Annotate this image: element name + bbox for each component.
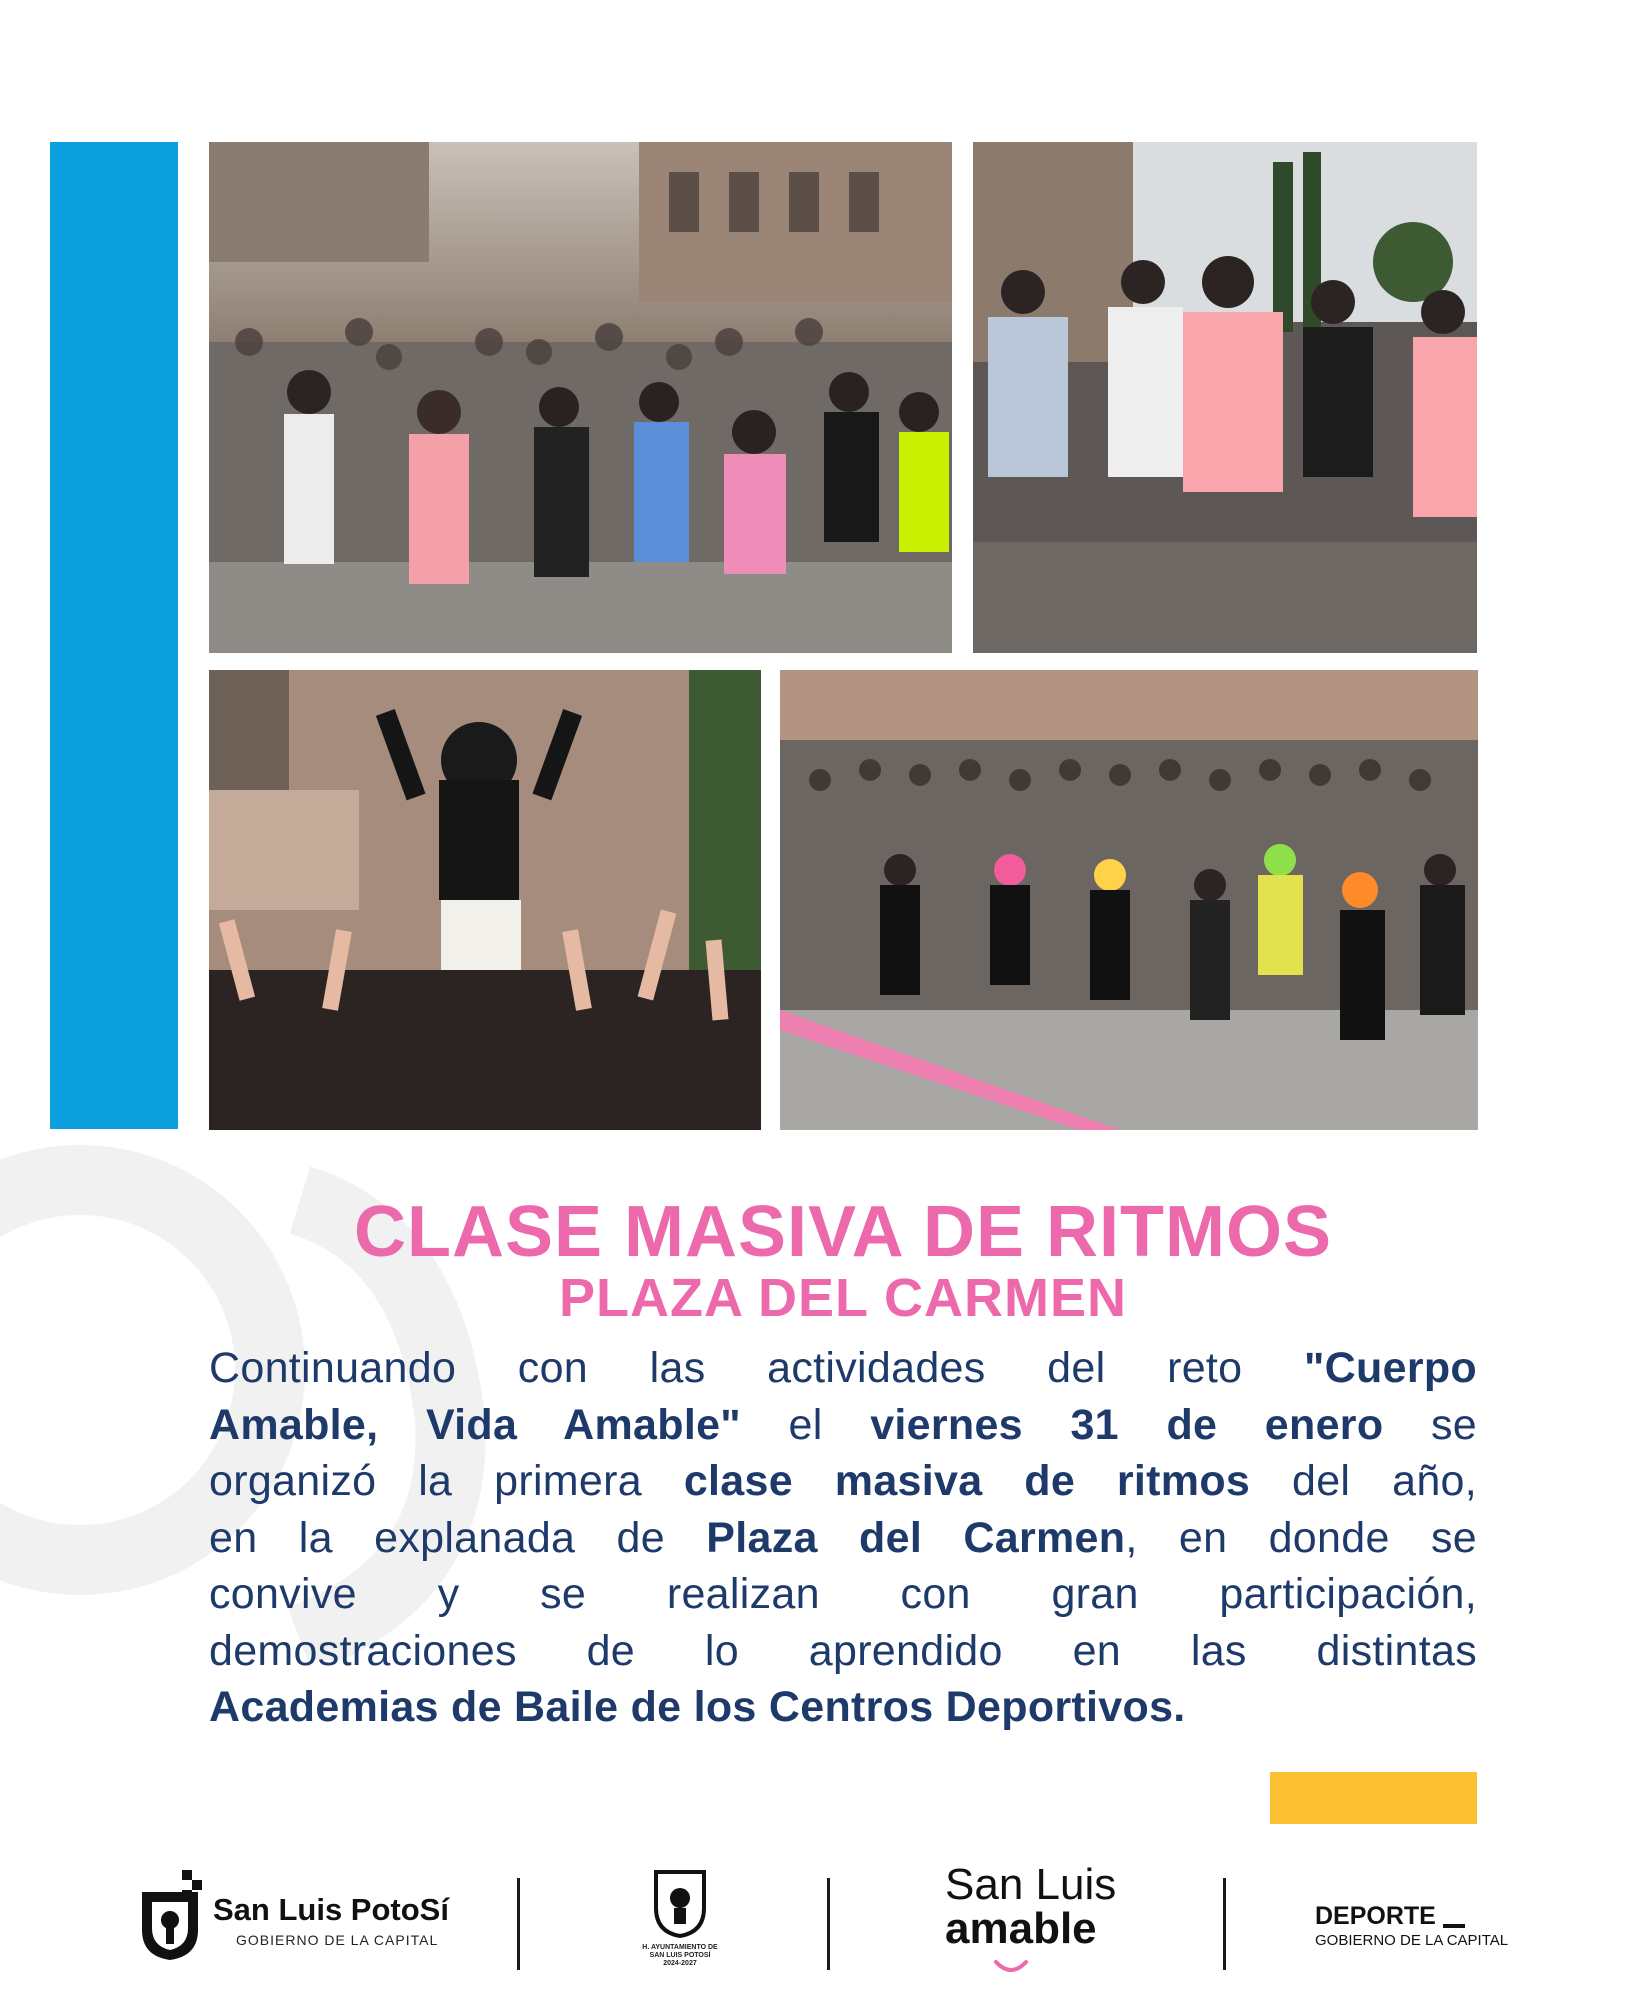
- amable-top-text: San Luis: [945, 1860, 1117, 1909]
- san-luis-amable-logo: [930, 1860, 1150, 1970]
- footer-divider: [517, 1878, 520, 1970]
- accent-yellow-bar: [1270, 1772, 1477, 1824]
- footer-divider: [1223, 1878, 1226, 1970]
- deporte-logo: [1315, 1860, 1545, 1970]
- paragraph-line-6: demostraciones de lo aprendido en las distintas: [209, 1626, 1477, 1675]
- deporte-subtitle: GOBIERNO DE LA CAPITAL: [1315, 1932, 1509, 1949]
- crowd-dancing-photo: [209, 142, 952, 653]
- ayuntamiento-shield-icon: [652, 1868, 708, 1938]
- ayuntamiento-text: H. AYUNTAMIENTO DE SAN LUIS POTOSÍ 2024-2027: [642, 1944, 718, 1967]
- paragraph-line-2: Amable, Vida Amable" el viernes 31 de enero se: [209, 1400, 1477, 1449]
- footer-divider: [827, 1878, 830, 1970]
- deporte-title: DEPORTE: [1315, 1902, 1436, 1930]
- paragraph-line-4: en la explanada de Plaza del Carmen, en donde se: [209, 1513, 1477, 1562]
- sub-title: PLAZA DEL CARMEN: [559, 1268, 1127, 1328]
- paragraph-line-7: Academias de Baile de los Centros Deportivos.: [209, 1683, 1186, 1731]
- footer-logos: [0, 1860, 1634, 1970]
- paragraph-line-5: convive y se realizan con gran participación,: [209, 1570, 1477, 1618]
- paragraph-line-3: organizó la primera clase masiva de ritmos del año,: [209, 1457, 1477, 1505]
- deporte-underline: [1443, 1924, 1465, 1928]
- main-title: CLASE MASIVA DE RITMOS: [353, 1192, 1333, 1272]
- crowd-plaza-photo: [780, 670, 1478, 1130]
- city-shield-icon: [138, 1870, 210, 1962]
- san-luis-potosi-logo: [138, 1860, 448, 1970]
- slp-name: San Luis PotoSí: [213, 1892, 449, 1927]
- accent-blue-bar: [50, 142, 178, 1129]
- instructor-performing-photo: [209, 670, 761, 1130]
- heart-icon: [994, 1956, 1028, 1976]
- women-dancing-photo: [973, 142, 1477, 653]
- slp-subtitle: GOBIERNO DE LA CAPITAL: [236, 1932, 439, 1948]
- description-paragraph: [209, 1340, 1477, 1736]
- paragraph-line-1: Continuando con las actividades del reto "Cuerpo: [209, 1344, 1477, 1392]
- ayuntamiento-logo: [610, 1860, 750, 1970]
- amable-bottom-text: amable: [945, 1904, 1097, 1953]
